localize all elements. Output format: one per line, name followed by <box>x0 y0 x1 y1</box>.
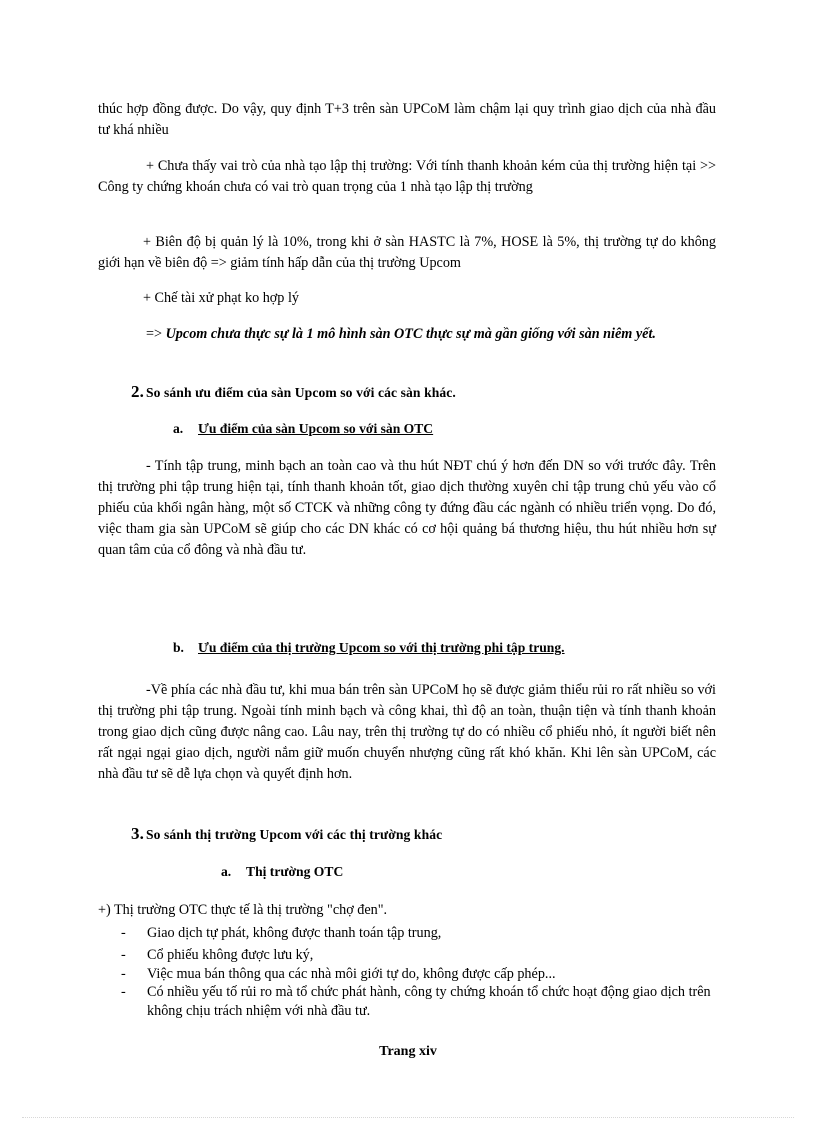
paragraph-t3-rule: thúc hợp đồng được. Do vậy, quy định T+3 trên sàn UPCoM làm chậm lại quy trình giao dịch của nhà đầu tư khá nhiều <box>98 101 716 138</box>
section-number: 2. <box>131 382 144 401</box>
list-dash: - <box>121 984 126 1000</box>
section-number: 3. <box>131 824 144 843</box>
subsection-heading-2b <box>173 637 565 658</box>
otc-list-item <box>121 945 715 966</box>
list-dash: - <box>121 966 126 982</box>
list-item-text: Có nhiều yếu tố rủi ro mà tổ chức phát hành, công ty chứng khoán tổ chức hoạt động giao dịch trên không chịu trách nhiệm với nhà đầu tư. <box>147 984 711 1019</box>
subsection-title: Thị trường OTC <box>246 864 344 879</box>
paragraph-conclusion <box>98 324 716 345</box>
subsection-title: Ưu điểm của thị trường Upcom so với thị trường phi tập trung. <box>198 640 565 655</box>
list-dash: - <box>121 947 126 963</box>
conclusion-prefix: => <box>146 326 166 342</box>
subsection-heading-3a <box>221 861 343 882</box>
subsection-letter: a. <box>221 864 232 879</box>
list-item-text: Giao dịch tự phát, không được thanh toán tập trung, <box>147 925 442 941</box>
list-item-text: Cổ phiếu không được lưu ký, <box>147 947 314 963</box>
section-title: So sánh ưu điểm của sàn Upcom so với các sàn khác. <box>145 385 456 400</box>
paragraph-upcom-vs-otc: - Tính tập trung, minh bạch an toàn cao và thu hút NĐT chú ý hơn đến DN so với trước đây. Trên thị trường phi tập trung hiện tại, tính thanh khoản tốt, giao dịch thường xuyên chỉ tập trung chủ yếu vào cổ phiếu của khối ngân hàng, một số CTCK và những công ty đứng đầu các ngành có nhiều triển vọng. Do đó, việc tham gia sàn UPCoM sẽ giúp cho các DN khác có cơ hội quảng bá thương hiệu, thu hút nhiều hơn sự quan tâm của cổ đông và nhà đầu tư. <box>98 458 716 558</box>
otc-intro: +) Thị trường OTC thực tế là thị trường "chợ đen". <box>98 902 388 918</box>
subsection-title: Ưu điểm của sàn Upcom so với sàn OTC <box>198 421 434 436</box>
otc-list-item <box>121 983 715 1021</box>
section-title: So sánh thị trường Upcom với các thị trường khác <box>145 827 443 842</box>
paragraph-penalty: + Chế tài xử phạt ko hợp lý <box>143 290 299 306</box>
page-number: Trang xiv <box>379 1044 437 1059</box>
paragraph-price-band: + Biên độ bị quản lý là 10%, trong khi ở sàn HASTC là 7%, HOSE là 5%, thị trường tự do không giới hạn về biên độ => giảm tính hấp dẫn của thị trường Upcom <box>98 234 716 271</box>
paragraph-investor-benefits: -Về phía các nhà đầu tư, khi mua bán trên sàn UPCoM họ sẽ được giảm thiểu rủi ro rất nhiều so với thị trường phi tập trung. Ngoài tính minh bạch và công khai, thì độ an toàn, thuận tiện và tính thanh khoản trong giao dịch cũng được nâng cao. Lâu nay, trên thị trường tự do có nhiều cổ phiếu nhỏ, ít người biết nên rất ngại ngại giao dịch, người nắm giữ muốn chuyển nhượng cũng rất khó khăn. Khi lên sàn UPCoM, các nhà đầu tư sẽ dễ lựa chọn và quyết định hơn. <box>98 682 716 782</box>
section-heading-2 <box>131 381 456 403</box>
conclusion-emphasis: Upcom chưa thực sự là 1 mô hình sàn OTC thực sự mà gần giống với sàn niêm yết. <box>165 326 656 342</box>
subsection-letter: b. <box>173 640 184 655</box>
list-dash: - <box>121 925 126 941</box>
subsection-heading-2a <box>173 418 433 439</box>
paragraph-market-maker: + Chưa thấy vai trò của nhà tạo lập thị trường: Với tính thanh khoản kém của thị trường hiện tại >> Công ty chứng khoán chưa có vai trò quan trọng của 1 nhà tạo lập thị trường <box>98 158 716 195</box>
otc-list-item <box>121 923 715 944</box>
page-bottom-divider <box>22 1117 794 1118</box>
subsection-letter: a. <box>173 421 184 436</box>
list-item-text: Việc mua bán thông qua các nhà môi giới tự do, không được cấp phép... <box>147 966 556 982</box>
section-heading-3 <box>131 823 442 845</box>
otc-list-item <box>121 964 715 985</box>
